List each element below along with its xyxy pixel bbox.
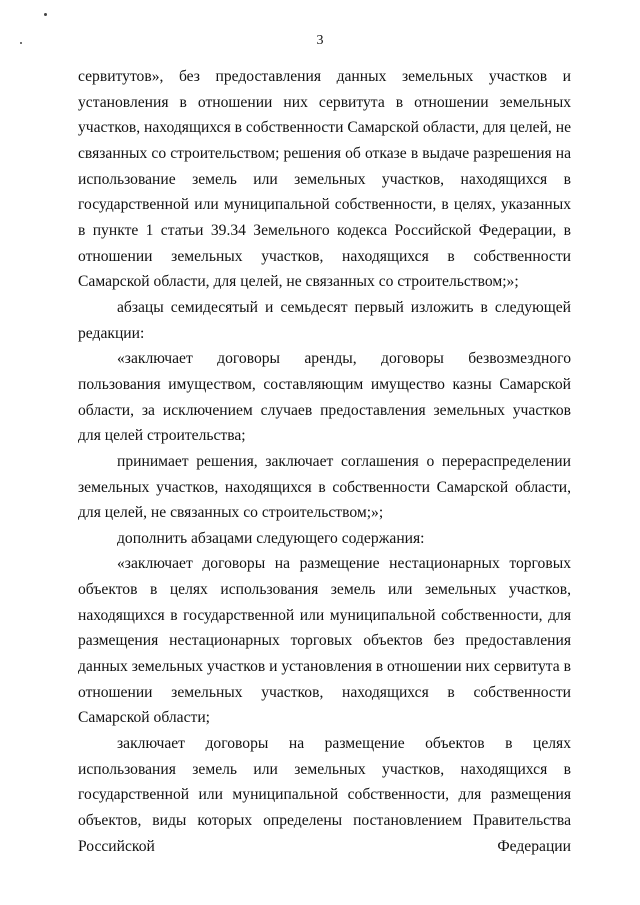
paragraph: абзацы семидесятый и семьдесят первый изложить в следующей редакции: (78, 298, 571, 342)
paragraph: «заключает договоры на размещение нестационарных торговых объектов в целях использования земель или земельных участков, находящихся в государственной или муниципальной собственности, для размещения нестационарных торговых объектов без предоставления данных земельных участков и установления в отношении них сервитута в отношении земельных участков, находящихся в собственности Самарской области; (78, 555, 571, 727)
paragraph: дополнить абзацами следующего содержания: (117, 529, 425, 547)
paragraph: сервитутов», без предоставления данных земельных участков и установления в отношении них сервитута в отношении земельных участков, находящихся в собственности Самарской области, для целей, не связанных со строительством; решения об отказе в выдаче разрешения на использование земель или земельных участков, находящихся в государственной или муниципальной собственности, в целях, указанных в пункте 1 статьи 39.34 Земельного кодекса Российской Федерации, в отношении земельных участков, находящихся в собственности Самарской области, для целей, не связанных со строительством;»; (78, 68, 571, 291)
document-body (78, 64, 571, 859)
paragraph: «заключает договоры аренды, договоры безвозмездного пользования имуществом, составляющим имущество казны Самарской области, за исключением случаев предоставления земельных участков для целей строительства; (78, 350, 571, 445)
page-number: 3 (316, 33, 324, 48)
paragraph: заключает договоры на размещение объектов в целях использования земель или земельных участков, находящихся в государственной или муниципальной собственности, для размещения объектов, виды которых определены постановлением Правительства Российской Федерации (78, 735, 571, 855)
paragraph: принимает решения, заключает соглашения о перераспределении земельных участков, находящихся в собственности Самарской области, для целей, не связанных со строительством;»; (78, 452, 571, 522)
scan-speck (44, 13, 47, 16)
